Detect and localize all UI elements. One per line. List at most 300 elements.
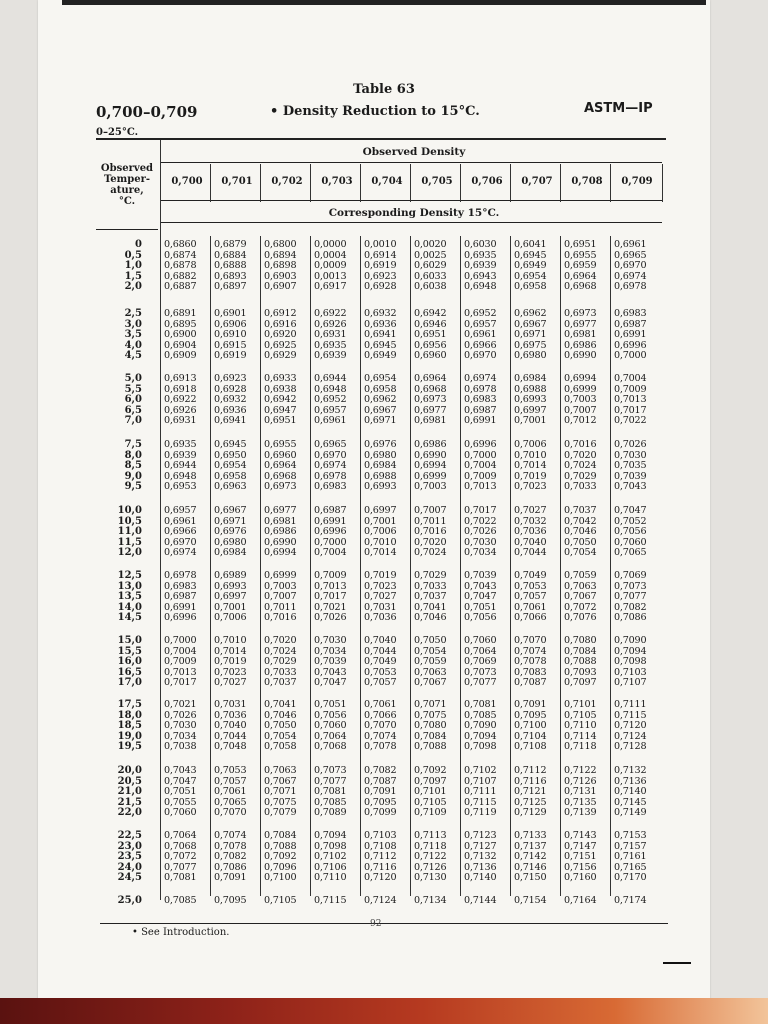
- density-cell: 0,6916: [264, 318, 297, 330]
- density-cell: 0,6987: [464, 404, 497, 416]
- density-cell: 0,7090: [464, 720, 497, 732]
- density-cell: 0,7006: [214, 612, 247, 624]
- density-cell: 0,6907: [264, 281, 297, 293]
- temperature-label: 13,0: [117, 580, 142, 592]
- density-cell: 0,7027: [514, 505, 547, 516]
- density-cell: 0,7170: [614, 872, 647, 884]
- density-cell: 0,7051: [164, 786, 197, 798]
- density-cell: 0,6999: [264, 570, 297, 581]
- corresponding-density-header: Corresponding Density 15°C.: [328, 207, 500, 219]
- density-cell: 0,6041: [514, 239, 547, 250]
- density-cell: 0,7101: [564, 699, 597, 710]
- temperature-label: 2,5: [124, 308, 142, 319]
- temperature-label: 19,0: [117, 730, 142, 742]
- temperature-label: 4,0: [124, 339, 142, 351]
- density-cell: 0,6968: [414, 383, 447, 395]
- density-cell: 0,6973: [564, 308, 597, 319]
- density-cell: 0,7030: [164, 720, 197, 732]
- density-cell: 0,7108: [364, 840, 397, 852]
- temperature-label: 0: [135, 239, 142, 250]
- density-cell: 0,7140: [614, 786, 647, 798]
- density-cell: 0,6993: [514, 394, 547, 406]
- density-cell: 0,6962: [364, 394, 397, 406]
- density-cell: 0,7036: [214, 709, 247, 721]
- temperature-label: 14,5: [117, 612, 142, 624]
- density-cell: 0,7020: [564, 449, 597, 461]
- column-header: 0,708: [571, 176, 603, 187]
- density-cell: 0,6958: [514, 281, 547, 293]
- density-range: 0,700–0,709: [96, 103, 198, 121]
- density-cell: 0,7058: [264, 741, 297, 753]
- density-cell: 0,7105: [564, 709, 597, 721]
- density-cell: 0,7100: [514, 720, 547, 732]
- density-cell: 0,7077: [614, 591, 647, 603]
- density-cell: 0,6961: [614, 239, 647, 250]
- density-cell: 0,6967: [214, 505, 247, 516]
- density-cell: 0,7039: [314, 656, 347, 668]
- temperature-label: 23,5: [117, 851, 142, 863]
- density-cell: 0,7012: [564, 415, 597, 427]
- density-cell: 0,7060: [314, 720, 347, 732]
- density-cell: 0,6932: [214, 394, 247, 406]
- density-cell: 0,6965: [314, 439, 347, 450]
- density-cell: 0,7111: [464, 786, 497, 798]
- density-cell: 0,7121: [514, 786, 547, 798]
- stub-header: [96, 163, 158, 207]
- density-cell: 0,6882: [164, 270, 197, 282]
- density-cell: 0,7120: [364, 872, 397, 884]
- temperature-label: 0,5: [124, 249, 142, 261]
- density-cell: 0,7074: [364, 730, 397, 742]
- density-cell: 0,7037: [264, 677, 297, 689]
- density-cell: 0,7032: [514, 515, 547, 527]
- temperature-label: 1,5: [124, 270, 142, 282]
- density-cell: 0,7051: [314, 699, 347, 710]
- density-cell: 0,7017: [314, 591, 347, 603]
- density-cell: 0,7085: [314, 796, 347, 808]
- density-cell: 0,6949: [514, 260, 547, 272]
- density-cell: 0,7003: [564, 394, 597, 406]
- temperature-label: 20,0: [117, 765, 142, 776]
- density-cell: 0,6931: [314, 329, 347, 341]
- density-cell: 0,7078: [514, 656, 547, 668]
- density-cell: 0,6948: [164, 470, 197, 482]
- density-cell: 0,6981: [264, 515, 297, 527]
- density-cell: 0,7114: [564, 730, 597, 742]
- density-cell: 0,7037: [564, 505, 597, 516]
- density-cell: 0,6941: [214, 415, 247, 427]
- density-cell: 0,7118: [564, 741, 597, 753]
- density-cell: 0,7133: [514, 830, 547, 841]
- density-cell: 0,7000: [164, 635, 197, 646]
- density-cell: 0,6922: [314, 308, 347, 319]
- density-cell: 0,6960: [414, 350, 447, 362]
- density-cell: 0,6938: [264, 383, 297, 395]
- density-cell: 0,6991: [614, 329, 647, 341]
- density-cell: 0,7091: [514, 699, 547, 710]
- stub-header-line: Temper-: [103, 174, 150, 185]
- density-cell: 0,6952: [464, 308, 497, 319]
- density-cell: 0,7069: [464, 656, 497, 668]
- density-cell: 0,6945: [514, 249, 547, 261]
- density-cell: 0,6961: [464, 329, 497, 341]
- density-cell: 0,6942: [414, 308, 447, 319]
- density-cell: 0,7107: [464, 775, 497, 787]
- density-cell: 0,7054: [564, 547, 597, 559]
- density-cell: 0,6950: [214, 449, 247, 461]
- density-cell: 0,7043: [314, 666, 347, 678]
- density-cell: 0,7009: [464, 470, 497, 482]
- density-cell: 0,6936: [364, 318, 397, 330]
- temperature-label: 4,5: [124, 350, 142, 362]
- density-cell: 0,6993: [214, 580, 247, 592]
- density-cell: 0,6888: [214, 260, 247, 272]
- temperature-label: 24,5: [117, 872, 142, 884]
- density-cell: 0,7023: [514, 481, 547, 493]
- density-cell: 0,6978: [314, 470, 347, 482]
- density-cell: 0,7061: [514, 601, 547, 613]
- density-cell: 0,7083: [514, 666, 547, 678]
- density-cell: 0,7102: [314, 851, 347, 863]
- density-cell: 0,7150: [514, 872, 547, 884]
- density-cell: 0,6974: [314, 460, 347, 472]
- density-cell: 0,7027: [214, 677, 247, 689]
- density-cell: 0,7053: [214, 765, 247, 776]
- density-cell: 0,7026: [164, 709, 197, 721]
- temperature-label: 2,0: [124, 281, 142, 293]
- density-cell: 0,7134: [414, 895, 447, 906]
- temperature-label: 10,0: [117, 505, 142, 516]
- density-cell: 0,6919: [214, 350, 247, 362]
- temperature-label: 16,0: [117, 656, 142, 668]
- density-cell: 0,7046: [564, 526, 597, 538]
- density-cell: 0,7007: [564, 404, 597, 416]
- density-cell: 0,6943: [464, 270, 497, 282]
- density-cell: 0,6976: [214, 526, 247, 538]
- temperature-label: 11,0: [117, 526, 142, 538]
- density-cell: 0,7081: [464, 699, 497, 710]
- column-divider: [210, 164, 211, 202]
- density-cell: 0,6946: [414, 318, 447, 330]
- density-cell: 0,7009: [164, 656, 197, 668]
- density-cell: 0,7077: [314, 775, 347, 787]
- density-cell: 0,7082: [614, 601, 647, 613]
- temperature-label: 5,5: [124, 383, 142, 395]
- density-cell: 0,7052: [614, 515, 647, 527]
- density-cell: 0,6956: [414, 339, 447, 351]
- density-cell: 0,7145: [614, 796, 647, 808]
- density-cell: 0,7146: [514, 861, 547, 873]
- density-cell: 0,6984: [364, 460, 397, 472]
- density-cell: 0,7021: [314, 601, 347, 613]
- density-cell: 0,7074: [214, 830, 247, 841]
- density-cell: 0,7124: [614, 730, 647, 742]
- density-cell: 0,6958: [364, 383, 397, 395]
- column-divider: [560, 164, 561, 202]
- density-cell: 0,7030: [314, 635, 347, 646]
- density-cell: 0,7014: [364, 547, 397, 559]
- density-cell: 0,7006: [514, 439, 547, 450]
- density-cell: 0,7060: [164, 807, 197, 819]
- density-cell: 0,6974: [164, 547, 197, 559]
- density-cell: 0,6860: [164, 239, 197, 250]
- density-cell: 0,7072: [564, 601, 597, 613]
- density-cell: 0,6966: [464, 339, 497, 351]
- density-cell: 0,7054: [264, 730, 297, 742]
- density-cell: 0,6949: [364, 350, 397, 362]
- density-cell: 0,7075: [264, 796, 297, 808]
- density-cell: 0,7004: [614, 373, 647, 384]
- density-cell: 0,6996: [314, 526, 347, 538]
- density-cell: 0,7115: [464, 796, 497, 808]
- density-cell: 0,7033: [414, 580, 447, 592]
- column-divider: [410, 164, 411, 202]
- density-cell: 0,7049: [364, 656, 397, 668]
- column-divider: [662, 164, 663, 202]
- density-cell: 0,6879: [214, 239, 247, 250]
- density-cell: 0,6919: [364, 260, 397, 272]
- density-cell: 0,7038: [164, 741, 197, 753]
- density-cell: 0,7057: [514, 591, 547, 603]
- density-cell: 0,6965: [614, 249, 647, 261]
- density-cell: 0,7113: [414, 830, 447, 841]
- density-cell: 0,7030: [614, 449, 647, 461]
- density-cell: 0,0025: [414, 249, 447, 261]
- density-cell: 0,7042: [564, 515, 597, 527]
- density-cell: 0,7105: [264, 895, 297, 906]
- density-cell: 0,6984: [214, 547, 247, 559]
- temperature-label: 12,0: [117, 547, 142, 559]
- density-cell: 0,7019: [514, 470, 547, 482]
- density-cell: 0,7123: [464, 830, 497, 841]
- density-cell: 0,7027: [364, 591, 397, 603]
- density-cell: 0,7040: [364, 635, 397, 646]
- density-cell: 0,6980: [364, 449, 397, 461]
- density-cell: 0,6884: [214, 249, 247, 261]
- density-cell: 0,7036: [364, 612, 397, 624]
- density-cell: 0,7086: [214, 861, 247, 873]
- density-cell: 0,7102: [464, 765, 497, 776]
- density-cell: 0,7039: [464, 570, 497, 581]
- column-header: 0,703: [321, 176, 353, 187]
- density-cell: 0,7080: [564, 635, 597, 646]
- density-cell: 0,7151: [564, 851, 597, 863]
- density-cell: 0,7094: [614, 645, 647, 657]
- density-cell: 0,6980: [514, 350, 547, 362]
- density-cell: 0,7072: [164, 851, 197, 863]
- density-cell: 0,7137: [514, 840, 547, 852]
- temperature-label: 15,0: [117, 635, 142, 646]
- density-cell: 0,6931: [164, 415, 197, 427]
- density-cell: 0,6988: [364, 470, 397, 482]
- density-cell: 0,7011: [264, 601, 297, 613]
- column-header: 0,702: [271, 176, 303, 187]
- density-cell: 0,6991: [314, 515, 347, 527]
- density-cell: 0,7116: [364, 861, 397, 873]
- density-cell: 0,7130: [414, 872, 447, 884]
- density-cell: 0,7004: [164, 645, 197, 657]
- density-cell: 0,7059: [564, 570, 597, 581]
- density-cell: 0,7091: [364, 786, 397, 798]
- density-cell: 0,0004: [314, 249, 347, 261]
- column-header: 0,700: [171, 176, 203, 187]
- density-cell: 0,7070: [364, 720, 397, 732]
- density-cell: 0,7065: [614, 547, 647, 559]
- density-cell: 0,7067: [564, 591, 597, 603]
- density-cell: 0,6901: [214, 308, 247, 319]
- density-cell: 0,7050: [414, 635, 447, 646]
- density-cell: 0,6970: [314, 449, 347, 461]
- density-cell: 0,7047: [314, 677, 347, 689]
- density-cell: 0,6978: [464, 383, 497, 395]
- density-cell: 0,7120: [614, 720, 647, 732]
- density-cell: 0,7106: [314, 861, 347, 873]
- density-cell: 0,6897: [214, 281, 247, 293]
- density-cell: 0,6944: [314, 373, 347, 384]
- density-cell: 0,6997: [214, 591, 247, 603]
- density-cell: 0,6951: [564, 239, 597, 250]
- density-cell: 0,6909: [164, 350, 197, 362]
- column-divider: [160, 140, 161, 900]
- density-cell: 0,7122: [564, 765, 597, 776]
- density-cell: 0,6973: [414, 394, 447, 406]
- density-cell: 0,7115: [614, 709, 647, 721]
- density-cell: 0,7111: [614, 699, 647, 710]
- density-cell: 0,7004: [464, 460, 497, 472]
- density-cell: 0,6980: [214, 536, 247, 548]
- density-cell: 0,7087: [364, 775, 397, 787]
- column-header: 0,705: [421, 176, 453, 187]
- temperature-label: 12,5: [117, 570, 142, 581]
- density-cell: 0,6970: [164, 536, 197, 548]
- density-cell: 0,0000: [314, 239, 347, 250]
- density-cell: 0,6976: [364, 439, 397, 450]
- temperature-range: 0–25°C.: [96, 127, 139, 138]
- temperature-label: 10,5: [117, 515, 142, 527]
- density-cell: 0,7095: [514, 709, 547, 721]
- density-cell: 0,7063: [264, 765, 297, 776]
- column-divider: [460, 164, 461, 202]
- density-cell: 0,6987: [614, 318, 647, 330]
- density-cell: 0,6914: [364, 249, 397, 261]
- density-cell: 0,6977: [564, 318, 597, 330]
- density-cell: 0,7007: [264, 591, 297, 603]
- density-cell: 0,6966: [164, 526, 197, 538]
- density-cell: 0,7077: [464, 677, 497, 689]
- density-cell: 0,7105: [414, 796, 447, 808]
- density-cell: 0,7154: [514, 895, 547, 906]
- density-cell: 0,7107: [614, 677, 647, 689]
- density-cell: 0,6941: [364, 329, 397, 341]
- density-cell: 0,6959: [564, 260, 597, 272]
- density-cell: 0,7034: [464, 547, 497, 559]
- footnote: • See Introduction.: [132, 927, 230, 938]
- page-number: 92: [370, 919, 382, 929]
- density-cell: 0,7103: [364, 830, 397, 841]
- density-cell: 0,6935: [464, 249, 497, 261]
- density-cell: 0,7007: [414, 505, 447, 516]
- density-cell: 0,7063: [414, 666, 447, 678]
- density-cell: 0,6971: [214, 515, 247, 527]
- density-cell: 0,7093: [564, 666, 597, 678]
- density-cell: 0,6910: [214, 329, 247, 341]
- density-cell: 0,7044: [214, 730, 247, 742]
- density-cell: 0,7043: [464, 580, 497, 592]
- density-cell: 0,7096: [264, 861, 297, 873]
- density-cell: 0,6926: [164, 404, 197, 416]
- temperature-label: 7,0: [124, 415, 142, 427]
- density-cell: 0,6977: [264, 505, 297, 516]
- temperature-label: 3,5: [124, 329, 142, 341]
- density-cell: 0,7064: [464, 645, 497, 657]
- density-cell: 0,7047: [164, 775, 197, 787]
- density-cell: 0,7022: [464, 515, 497, 527]
- density-cell: 0,7031: [214, 699, 247, 710]
- density-cell: 0,7055: [164, 796, 197, 808]
- density-cell: 0,7031: [364, 601, 397, 613]
- density-cell: 0,7160: [564, 872, 597, 884]
- density-cell: 0,6942: [264, 394, 297, 406]
- density-cell: 0,7109: [414, 807, 447, 819]
- density-cell: 0,7098: [464, 741, 497, 753]
- density-cell: 0,7087: [514, 677, 547, 689]
- density-cell: 0,6957: [464, 318, 497, 330]
- column-header: 0,709: [621, 176, 653, 187]
- density-cell: 0,6935: [164, 439, 197, 450]
- density-cell: 0,6895: [164, 318, 197, 330]
- density-cell: 0,6945: [364, 339, 397, 351]
- density-cell: 0,7001: [364, 515, 397, 527]
- density-cell: 0,7092: [414, 765, 447, 776]
- density-cell: 0,6958: [214, 470, 247, 482]
- density-cell: 0,7122: [414, 851, 447, 863]
- column-header: 0,707: [521, 176, 553, 187]
- density-cell: 0,7103: [614, 666, 647, 678]
- density-cell: 0,7043: [614, 481, 647, 493]
- density-cell: 0,6939: [464, 260, 497, 272]
- density-cell: 0,7034: [164, 730, 197, 742]
- density-cell: 0,6904: [164, 339, 197, 351]
- density-cell: 0,6903: [264, 270, 297, 282]
- density-cell: 0,7136: [614, 775, 647, 787]
- density-cell: 0,6962: [514, 308, 547, 319]
- temperature-label: 25,0: [117, 895, 142, 906]
- density-cell: 0,7085: [464, 709, 497, 721]
- density-cell: 0,7064: [164, 830, 197, 841]
- density-cell: 0,7142: [514, 851, 547, 863]
- density-cell: 0,7153: [614, 830, 647, 841]
- density-cell: 0,6932: [364, 308, 397, 319]
- density-cell: 0,6900: [164, 329, 197, 341]
- density-cell: 0,7073: [314, 765, 347, 776]
- temperature-label: 17,5: [117, 699, 142, 710]
- temperature-label: 9,5: [124, 481, 142, 493]
- temperature-label: 14,0: [117, 601, 142, 613]
- density-cell: 0,7156: [564, 861, 597, 873]
- density-cell: 0,7057: [364, 677, 397, 689]
- density-cell: 0,6987: [164, 591, 197, 603]
- density-cell: 0,6891: [164, 308, 197, 319]
- temperature-label: 23,0: [117, 840, 142, 852]
- header-rule: [160, 162, 662, 163]
- density-cell: 0,7139: [564, 807, 597, 819]
- density-cell: 0,6954: [364, 373, 397, 384]
- density-cell: 0,7050: [564, 536, 597, 548]
- density-cell: 0,7029: [414, 570, 447, 581]
- density-cell: 0,7053: [514, 580, 547, 592]
- temperature-label: 8,0: [124, 449, 142, 461]
- density-cell: 0,6913: [164, 373, 197, 384]
